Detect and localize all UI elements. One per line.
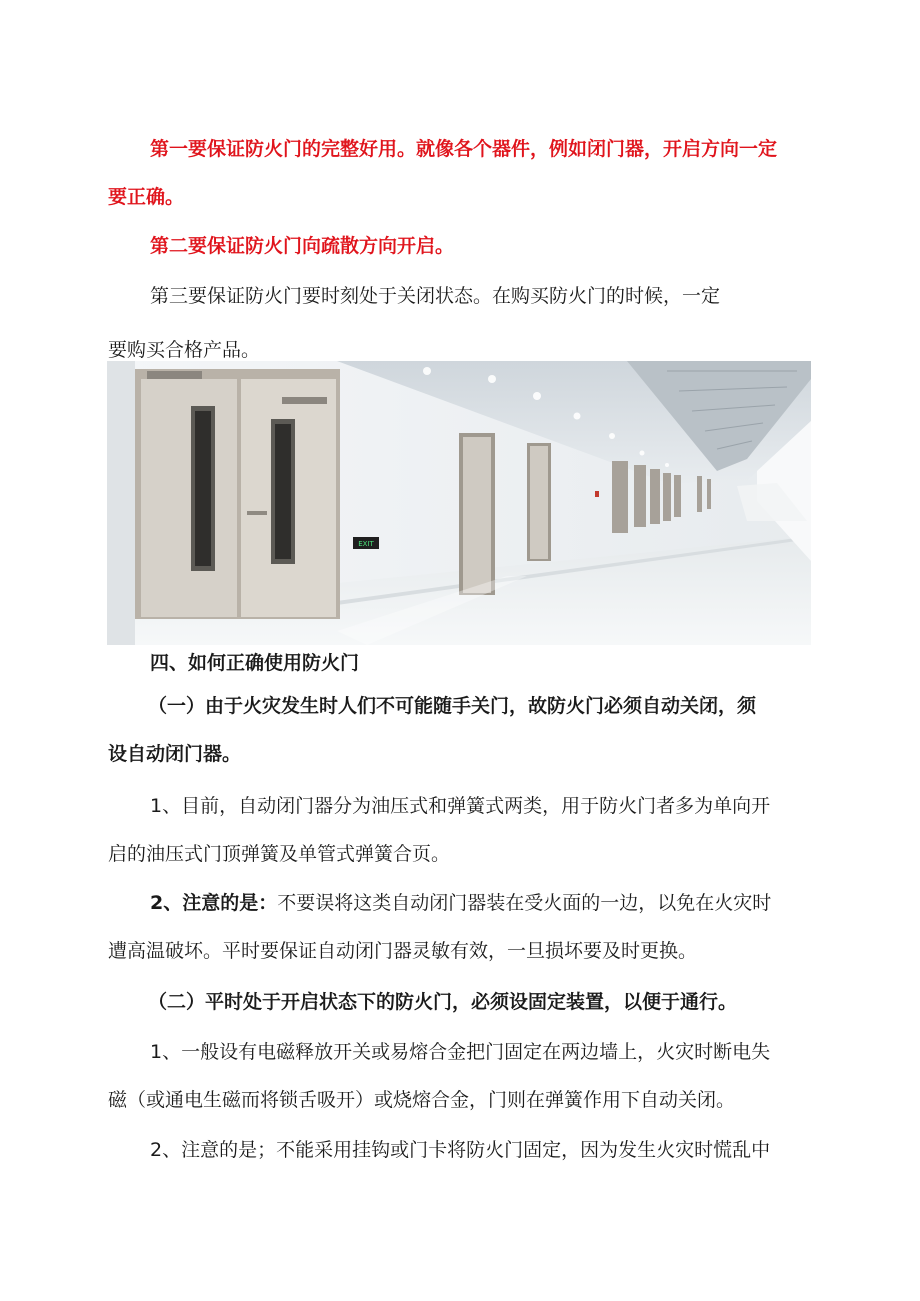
item-2-prefix: 2、注意的是：: [150, 892, 278, 914]
paragraph-2: 第二要保证防火门向疏散方向开启。: [150, 235, 455, 257]
paragraph-1-line-1: 第一要保证防火门的完整好用。就像各个器件，例如闭门器，开启方向一定: [150, 138, 778, 160]
subsection-2: （二）平时处于开启状态下的防火门，必须设固定装置，以便于通行。: [148, 991, 738, 1013]
door-closer: [147, 371, 202, 379]
section-4-heading: 四、如何正确使用防火门: [150, 652, 360, 674]
item-1-line-1: 1、目前，自动闭门器分为油压式和弹簧式两类，用于防火门者多为单向开: [150, 795, 771, 817]
left-door-leaf: [141, 379, 237, 617]
item-2-line-1: [150, 891, 771, 915]
item-2-line-1-text: 不要误将这类自动闭门器装在受火面的一边，以免在火灾时: [277, 892, 772, 914]
alarm-button: [595, 491, 599, 497]
item-3-line-1: 1、一般设有电磁释放开关或易熔合金把门固定在两边墙上，火灾时断电失: [150, 1041, 771, 1063]
corridor-door-3: [612, 461, 628, 533]
paragraph-3-line-2: 要购买合格产品。: [108, 339, 261, 361]
paragraph-3-line-1: 第三要保证防火门要时刻处于关闭状态。在购买防火门的时候，一定: [150, 285, 721, 307]
item-3-line-2: 磁（或通电生磁而将锁舌吸开）或烧熔合金，门则在弹簧作用下自动关闭。: [108, 1089, 736, 1111]
exit-sign-text: EXIT: [358, 540, 374, 548]
subsection-1-line-2: 设自动闭门器。: [108, 743, 242, 765]
paragraph-1-line-2: 要正确。: [108, 186, 185, 208]
subsection-1-line-1: （一）由于火灾发生时人们不可能随手关门，故防火门必须自动关闭，须: [148, 695, 757, 717]
item-4-line-1: 2、注意的是；不能采用挂钩或门卡将防火门固定，因为发生火灾时慌乱中: [150, 1139, 771, 1161]
fire-door-corridor-photo: [107, 361, 811, 645]
door-handle: [247, 511, 267, 515]
item-1-line-2: 启的油压式门顶弹簧及单管式弹簧合页。: [108, 843, 451, 865]
item-2-line-2: 遭高温破坏。平时要保证自动闭门器灵敏有效，一旦损坏要及时更换。: [108, 940, 698, 962]
